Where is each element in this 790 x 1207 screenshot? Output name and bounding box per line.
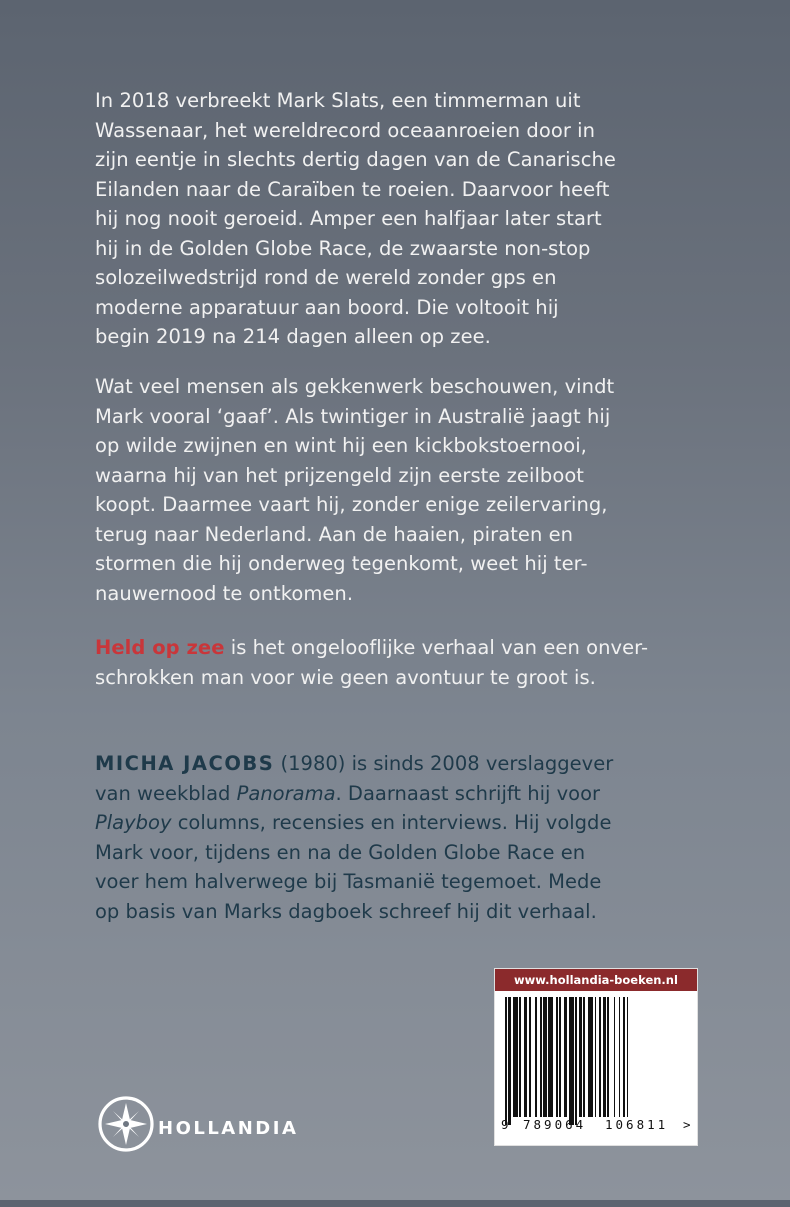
text-line: Mark voor, tijdens en na de Golden Globe Race en [95, 840, 586, 864]
text-fragment: van weekblad [95, 781, 237, 805]
text-line: begin 2019 na 214 dagen alleen op zee. [95, 325, 491, 348]
text-line: zijn eentje in slechts dertig dagen van de Canarische [95, 148, 616, 171]
barcode-bar [627, 997, 629, 1117]
barcode-bar [508, 997, 511, 1125]
publisher-logo [96, 1074, 306, 1154]
barcode-bar [543, 997, 546, 1117]
barcode-bar [529, 997, 531, 1117]
barcode-bar [524, 997, 527, 1117]
text-fragment: (1980) is sinds 2008 verslaggever [274, 752, 614, 775]
text-line [95, 749, 715, 779]
book-title: Held op zee [95, 636, 225, 659]
barcode-bar [619, 997, 621, 1117]
barcode-bar [556, 997, 558, 1117]
text-line [95, 808, 715, 838]
author-name: MICHA JACOBS [95, 752, 275, 775]
barcode-bar [623, 997, 625, 1117]
barcode-bar [519, 997, 521, 1117]
barcode-bar [579, 997, 582, 1117]
text-fragment: . Daarnaast schrijft hij voor [335, 781, 601, 805]
magazine-name: Playboy [95, 811, 172, 834]
text-line: stormen die hij onderweg tegenkomt, weet hij ter- [95, 552, 588, 575]
barcode-bars [505, 997, 685, 1117]
publisher-url: www.hollandia-boeken.nl [495, 969, 697, 991]
text-line: schrokken man voor wie geen avontuur te groot is. [95, 665, 596, 689]
barcode-bar [607, 997, 609, 1117]
text-line: Mark vooral ‘gaaf’. Als twintiger in Australië jaagt hij [95, 404, 611, 428]
barcode-bar [540, 997, 542, 1117]
barcode-bar [505, 997, 507, 1125]
isbn-left-digits: 789064 [523, 1117, 587, 1132]
text-line: Wassenaar, het wereldrecord oceaanroeien door in [95, 118, 596, 142]
magazine-name: Panorama [236, 781, 336, 805]
text-line: nauwernood te ontkomen. [95, 581, 354, 605]
barcode-bar [513, 997, 518, 1117]
barcode-bar [599, 997, 601, 1117]
text-line: hij in de Golden Globe Race, de zwaarste non-stop [95, 236, 591, 260]
publisher-name: HOLLANDIA [158, 1118, 299, 1139]
isbn-right-digits: 106811 [605, 1117, 669, 1132]
author-bio [95, 749, 715, 926]
barcode-bar [575, 997, 577, 1125]
text-line: voer hem halverwege bij Tasmanië tegemoet. Mede [95, 870, 602, 893]
text-line: op basis van Marks dagboek schreef hij dit verhaal. [95, 899, 597, 923]
text-line: Eilanden naar de Caraïben te roeien. Daarvoor heeft [95, 177, 610, 201]
text-line: terug naar Nederland. Aan de haaien, piraten en [95, 522, 574, 546]
blurb-paragraph-1 [95, 86, 695, 352]
text-line: hij nog nooit geroeid. Amper een halfjaar later start [95, 207, 602, 230]
isbn-first-digit: 9 [501, 1117, 509, 1132]
barcode-bar [548, 997, 553, 1117]
text-line: moderne apparatuur aan boord. Die voltooit hij [95, 295, 559, 319]
blurb-paragraph-3 [95, 633, 695, 692]
barcode-bar [535, 997, 537, 1117]
barcode-bar [603, 997, 606, 1117]
text-fragment: is het ongelooflijke verhaal van een onver- [224, 636, 649, 659]
text-line [95, 779, 715, 809]
barcode-bar [569, 997, 574, 1125]
isbn-barcode-label [494, 968, 698, 1146]
barcode-bar [588, 997, 593, 1117]
text-line: solozeilwedstrijd rond de wereld zonder gps en [95, 266, 557, 289]
text-line: Wat veel mensen als gekkenwerk beschouwen, vindt [95, 375, 615, 398]
compass-rose-icon [96, 1094, 156, 1154]
isbn-number [495, 1117, 697, 1207]
barcode-bar [595, 997, 597, 1117]
text-line: op wilde zwijnen en wint hij een kickbokstoernooi, [95, 434, 587, 457]
blurb-paragraph-2 [95, 372, 695, 608]
barcode-bar [559, 997, 561, 1117]
text-line: koopt. Daarmee vaart hij, zonder enige zeilervaring, [95, 493, 608, 516]
text-fragment: columns, recensies en interviews. Hij volgde [171, 811, 612, 834]
barcode-bar [614, 997, 616, 1117]
text-line: In 2018 verbreekt Mark Slats, een timmerman uit [95, 89, 581, 112]
barcode-bar [564, 997, 567, 1117]
text-line: waarna hij van het prijzengeld zijn eerste zeilboot [95, 463, 585, 487]
text-line [95, 633, 695, 663]
barcode-bar [583, 997, 585, 1117]
quiet-zone-arrow: > [683, 1117, 691, 1132]
